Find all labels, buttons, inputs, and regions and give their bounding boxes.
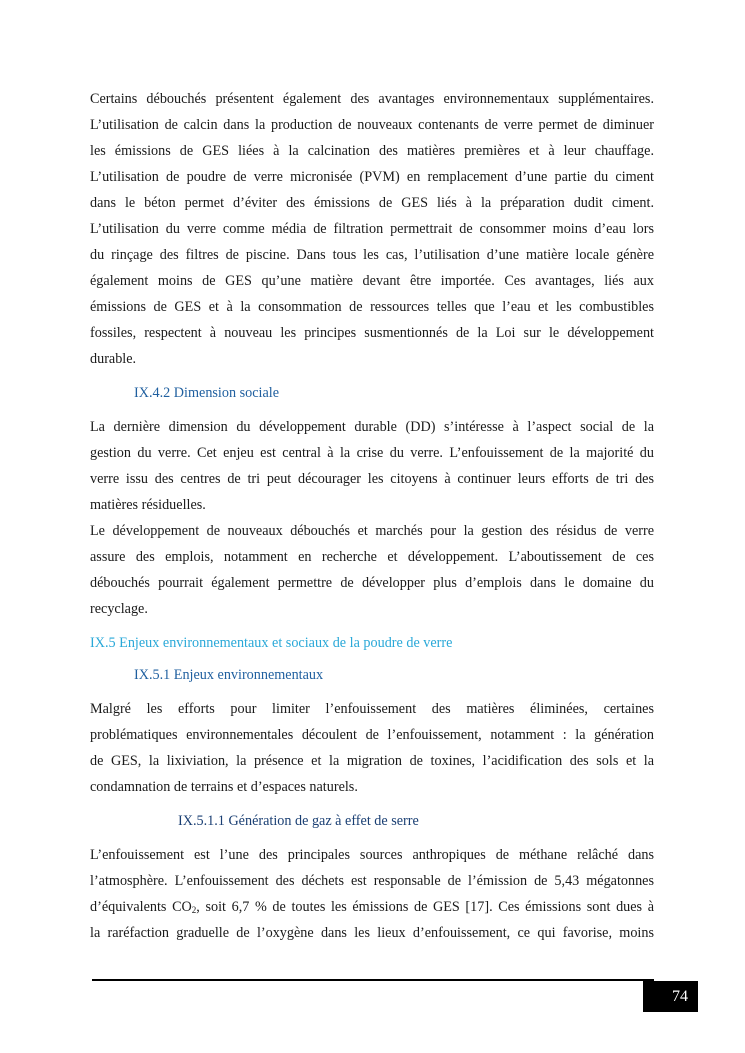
text-line: Certains débouchés présentent également des avantages environnementaux supplémentaires. xyxy=(90,91,654,107)
text-line: Le développement de nouveaux débouchés et marchés pour la gestion des résidus de verre xyxy=(90,523,654,539)
text-line: du rinçage des filtres de piscine. Dans tous les cas, l’utilisation d’une matière locale génère xyxy=(90,247,654,263)
paragraph-environmental-benefits xyxy=(90,86,654,372)
subscript: 2 xyxy=(191,905,197,915)
text-line: L’utilisation du verre comme média de filtration permettrait de consommer moins d’eau lors xyxy=(90,221,654,237)
text-line: matières résiduelles. xyxy=(90,497,206,513)
text-line: L’utilisation de calcin dans la production de nouveaux contenants de verre permet de diminuer xyxy=(90,117,654,133)
heading-ix-4-2: IX.4.2 Dimension sociale xyxy=(134,385,279,401)
text-line: L’enfouissement est l’une des principales sources anthropiques de méthane relâché dans xyxy=(90,847,654,863)
paragraph-ghg-generation xyxy=(90,842,654,946)
text-line: durable. xyxy=(90,351,137,367)
text-line: la raréfaction graduelle de l’oxygène dans les lieux d’enfouissement, ce qui favorise, moins xyxy=(90,925,654,941)
paragraph-new-markets xyxy=(90,518,654,622)
text-fragment: , soit 6,7 % de toutes les émissions de GES [17]. Ces émissions sont dues à xyxy=(196,899,655,915)
footer-divider xyxy=(92,979,654,981)
page-body xyxy=(90,86,654,946)
heading-ix-5: IX.5 Enjeux environnementaux et sociaux de la poudre de verre xyxy=(90,635,453,651)
text-line: gestion du verre. Cet enjeu est central à la crise du verre. L’enfouissement de la majorité du xyxy=(90,445,654,461)
text-line: problématiques environnementales découlent de l’enfouissement, notamment : la génération xyxy=(90,727,654,743)
text-line: fossiles, respectent à nouveau les principes susmentionnés de la Loi sur le développement xyxy=(90,325,654,341)
text-line: émissions de GES et à la consommation de ressources telles que l’eau et les combustibles xyxy=(90,299,654,315)
paragraph-landfill-issues xyxy=(90,696,654,800)
page-number: 74 xyxy=(643,981,698,1012)
text-line: La dernière dimension du développement durable (DD) s’intéresse à l’aspect social de la xyxy=(90,419,654,435)
heading-ix-5-1: IX.5.1 Enjeux environnementaux xyxy=(134,667,324,683)
text-line: verre issu des centres de tri peut décourager les citoyens à continuer leurs efforts de tri des xyxy=(90,471,654,487)
text-line: condamnation de terrains et d’espaces naturels. xyxy=(90,779,358,795)
text-line-co2 xyxy=(90,894,654,920)
text-line: débouchés pourrait également permettre de développer plus d’emplois dans le domaine du xyxy=(90,575,654,591)
paragraph-social-dimension xyxy=(90,414,654,518)
text-line: l’atmosphère. L’enfouissement des déchets est responsable de l’émission de 5,43 mégatonnes xyxy=(90,873,654,889)
text-line: Malgré les efforts pour limiter l’enfouissement des matières éliminées, certaines xyxy=(90,701,654,717)
text-line: de GES, la lixiviation, la présence et la migration de toxines, l’acidification des sols et la xyxy=(90,753,654,769)
text-line: dans le béton permet d’éviter des émissions de GES liés à la préparation dudit ciment. xyxy=(90,195,654,211)
text-line: les émissions de GES liées à la calcination des matières premières et à leur chauffage. xyxy=(90,143,654,159)
text-line: L’utilisation de poudre de verre micronisée (PVM) en remplacement d’une partie du ciment xyxy=(90,169,654,185)
text-line: également moins de GES qu’une matière devant être importée. Ces avantages, liés aux xyxy=(90,273,654,289)
text-line: recyclage. xyxy=(90,601,148,617)
heading-ix-5-1-1: IX.5.1.1 Génération de gaz à effet de serre xyxy=(178,813,419,829)
text-line: assure des emplois, notamment en recherche et développement. L’aboutissement de ces xyxy=(90,549,654,565)
text-fragment: d’équivalents CO xyxy=(90,899,192,915)
